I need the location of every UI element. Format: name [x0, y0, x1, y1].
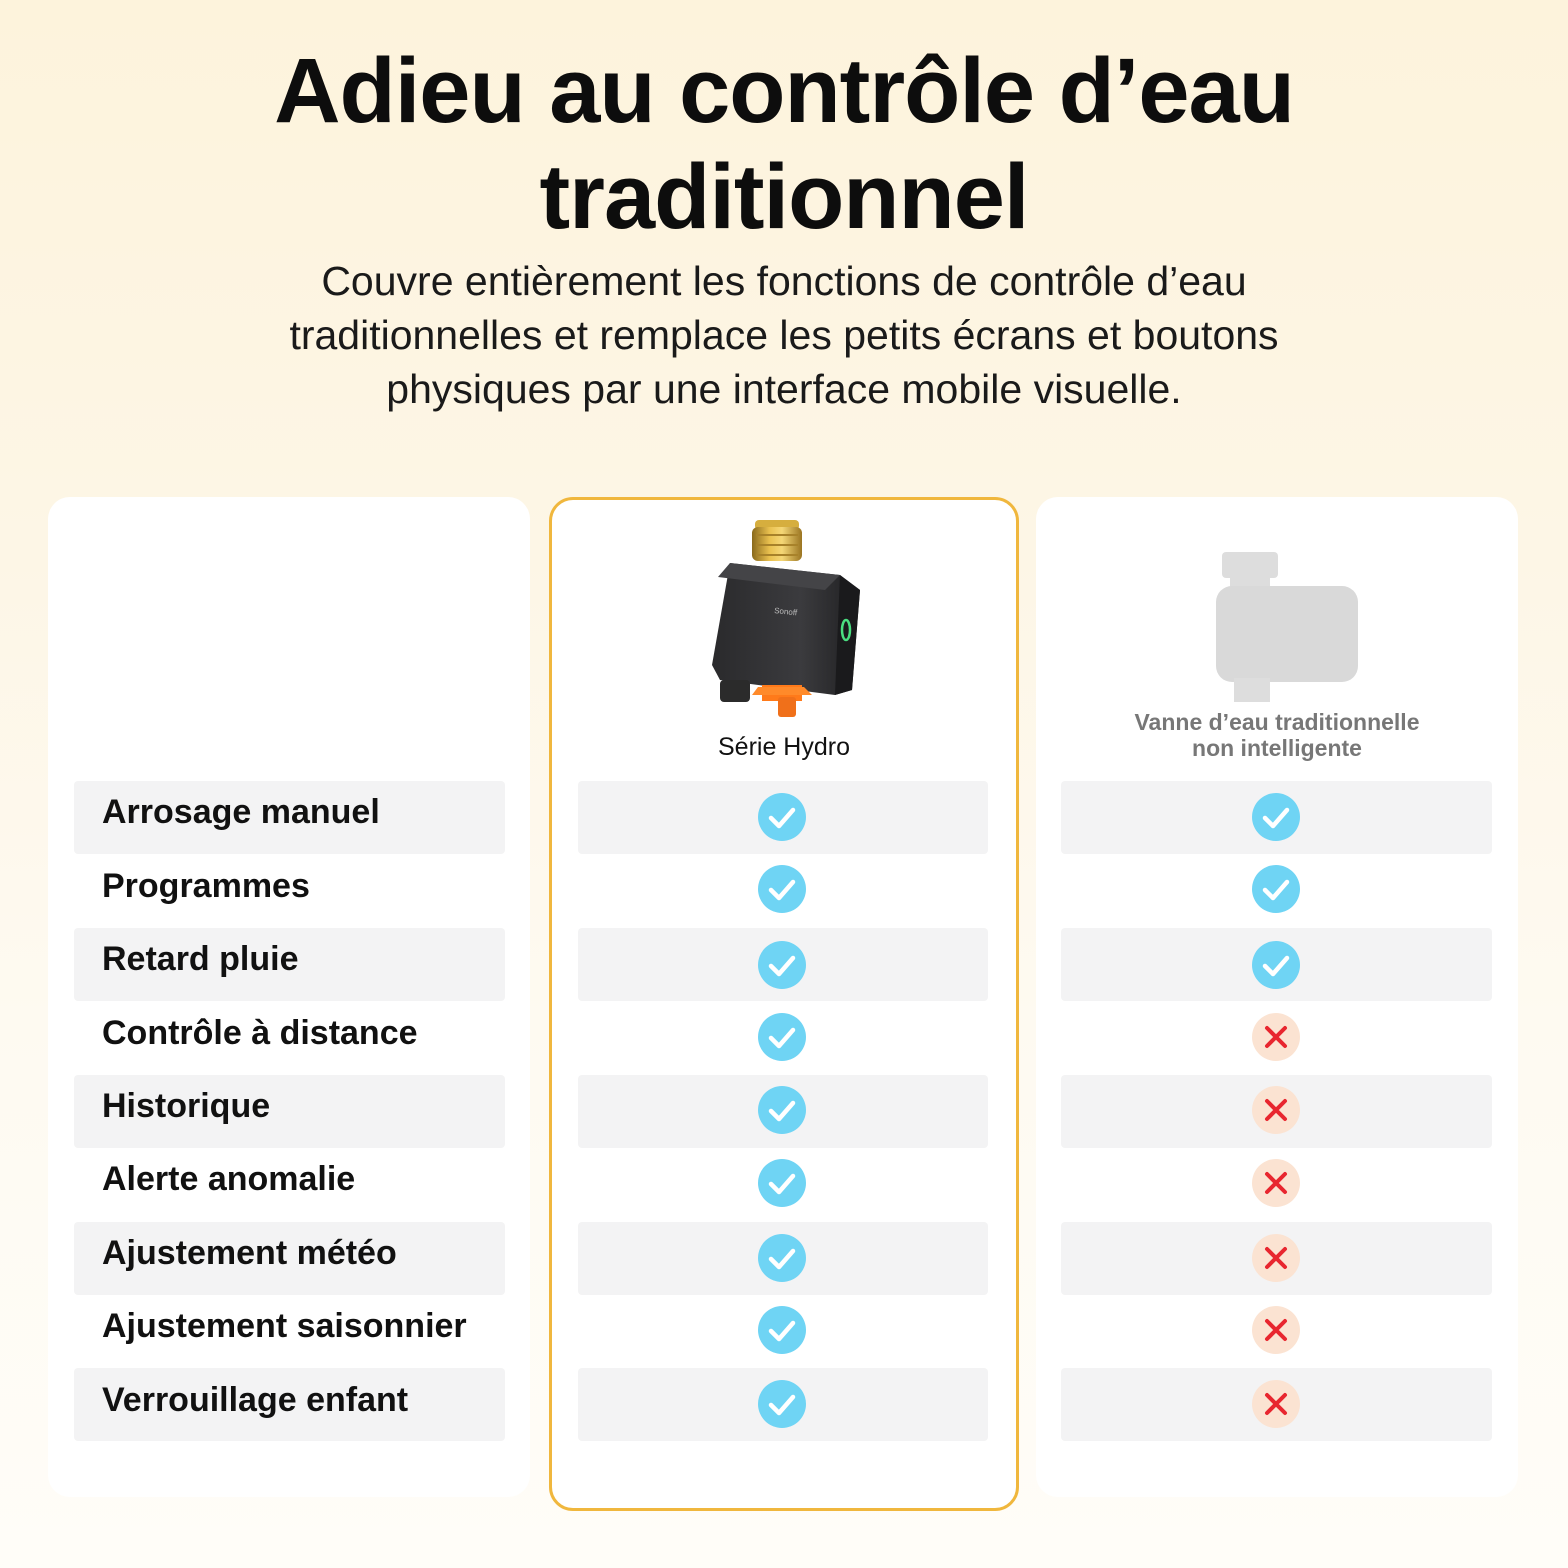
check-circle-icon [758, 1306, 806, 1354]
check-circle-icon [1252, 793, 1300, 841]
subtitle-line-1: Couvre entièrement les fonctions de contrôle d’eau [321, 258, 1247, 304]
traditional-column-header [1036, 709, 1518, 761]
check-circle-icon [1252, 941, 1300, 989]
check-circle-icon [758, 793, 806, 841]
check-circle-icon [758, 1159, 806, 1207]
traditional-header-line-1: Vanne d’eau traditionnelle [1134, 709, 1420, 735]
page-subtitle [0, 254, 1568, 416]
cross-circle-icon [1252, 1086, 1300, 1134]
hydro-device-image [700, 515, 870, 720]
feature-label: Programmes [102, 867, 310, 905]
hydro-column-header: Série Hydro [718, 733, 850, 761]
cross-circle-icon [1252, 1380, 1300, 1428]
feature-label: Alerte anomalie [102, 1160, 356, 1198]
check-circle-icon [758, 1086, 806, 1134]
feature-label: Contrôle à distance [102, 1014, 418, 1052]
cross-circle-icon [1252, 1306, 1300, 1354]
check-circle-icon [758, 1234, 806, 1282]
traditional-header-line-2: non intelligente [1192, 735, 1362, 761]
feature-label: Ajustement météo [102, 1234, 397, 1272]
check-circle-icon [758, 941, 806, 989]
subtitle-line-2: traditionnelles et remplace les petits écrans et boutons [289, 312, 1279, 358]
feature-label: Verrouillage enfant [102, 1381, 409, 1419]
svg-text:Sonoff: Sonoff [773, 606, 798, 618]
check-circle-icon [758, 1380, 806, 1428]
feature-label: Historique [102, 1087, 271, 1125]
check-circle-icon [758, 1013, 806, 1061]
feature-label: Arrosage manuel [102, 793, 380, 831]
check-circle-icon [1252, 865, 1300, 913]
cross-circle-icon [1252, 1159, 1300, 1207]
cross-circle-icon [1252, 1234, 1300, 1282]
traditional-valve-image [1212, 548, 1362, 704]
page-title [0, 38, 1568, 250]
title-line-2: traditionnel [539, 146, 1029, 248]
feature-label: Ajustement saisonnier [102, 1307, 467, 1345]
subtitle-line-3: physiques par une interface mobile visuelle. [386, 366, 1182, 412]
feature-label: Retard pluie [102, 940, 299, 978]
check-circle-icon [758, 865, 806, 913]
cross-circle-icon [1252, 1013, 1300, 1061]
title-line-1: Adieu au contrôle d’eau [274, 40, 1294, 142]
